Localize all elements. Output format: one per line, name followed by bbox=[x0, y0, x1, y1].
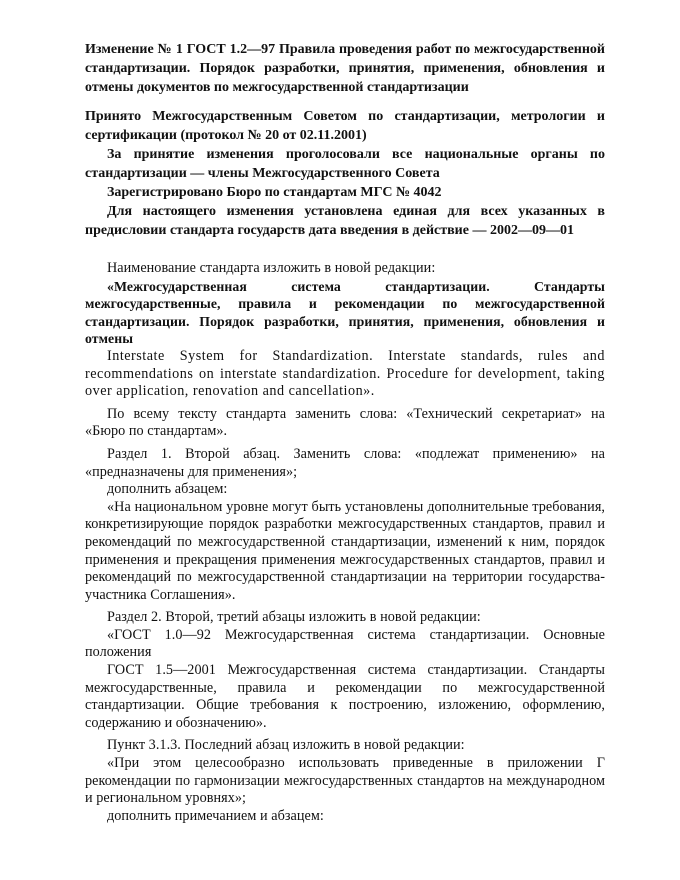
amendment-header bbox=[85, 40, 605, 240]
voting-note: За принятие изменения проголосовали все национальные органы по стандартизации — члены Межгосударственного Совета bbox=[85, 147, 605, 181]
paragraph: По всему тексту стандарта заменить слова: «Технический секретариат» на «Бюро по стандартам». bbox=[85, 405, 605, 440]
amendment-body bbox=[85, 260, 605, 825]
adoption-note: Принято Межгосударственным Советом по стандартизации, метрологии и сертификации (протокол № 20 от 02.11.2001) bbox=[85, 109, 605, 143]
paragraph: Раздел 2. Второй, третий абзацы изложить в новой редакции: bbox=[107, 609, 481, 626]
document-page bbox=[85, 40, 605, 825]
paragraph: Пункт 3.1.3. Последний абзац изложить в новой редакции: bbox=[107, 737, 465, 754]
paragraph: Раздел 1. Второй абзац. Заменить слова: «подлежат применению» на «предназначены для применения»; bbox=[85, 445, 605, 480]
paragraph: «При этом целесообразно использовать приведенные в приложении Г рекомендации по гармонизации межгосударственных стандартов на международном и региональном уровнях»; bbox=[85, 755, 605, 807]
effective-date-note: Для настоящего изменения установлена единая для всех указанных в предисловии стандарта государств дата введения в действие — 2002—09—01 bbox=[85, 204, 605, 238]
new-title-en: Interstate System for Standardization. Interstate standards, rules and recommendations on interstate standardization. Procedure for development, taking over application, renovation and cancellation». bbox=[85, 347, 605, 400]
paragraph: дополнить примечанием и абзацем: bbox=[107, 807, 324, 824]
new-title-ru: «Межгосударственная система стандартизации. Стандарты межгосударственные, правила и рекомендации по межгосударственной стандартизации. Порядок разработки, принятия, применения, обновления и отмены bbox=[85, 278, 605, 347]
paragraph: «ГОСТ 1.0—92 Межгосударственная система стандартизации. Основные положения bbox=[85, 626, 605, 661]
paragraph: «На национальном уровне могут быть установлены дополнительные требования, конкретизирующие порядок разработки межгосударственных стандартов, правил и рекомендаций по межгосударственной стандартизации, изменений к ним, порядок применения и прекращения применения межгосударственных стандартов, правил и рекомендаций по межгосударственной стандартизации на территории государства-участника Соглашения». bbox=[85, 498, 605, 603]
paragraph: Наименование стандарта изложить в новой редакции: bbox=[107, 260, 436, 276]
paragraph: ГОСТ 1.5—2001 Межгосударственная система стандартизации. Стандарты межгосударственные, правила и рекомендации по межгосударственной стандартизации. Общие требования к построению, изложению, оформлению, содержанию и обозначению». bbox=[85, 662, 605, 731]
paragraph: дополнить абзацем: bbox=[107, 481, 228, 498]
registration-note: Зарегистрировано Бюро по стандартам МГС № 4042 bbox=[107, 185, 442, 200]
amendment-title: Изменение № 1 ГОСТ 1.2—97 Правила проведения работ по межгосударственной стандартизации. Порядок разработки, принятия, применения, обновления и отмены документов по межгосударственной стандартизации bbox=[85, 42, 605, 95]
